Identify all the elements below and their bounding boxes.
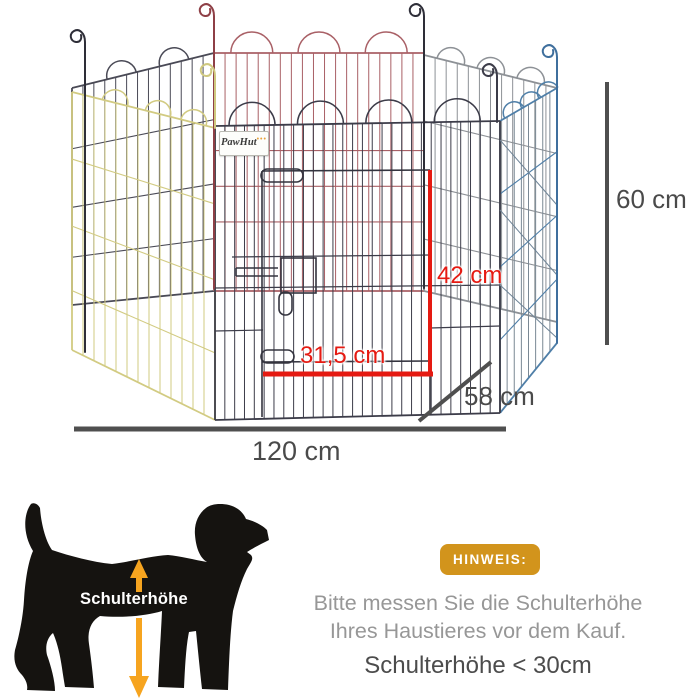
door-hardware (236, 169, 316, 363)
notice-text-block (278, 589, 678, 680)
door-slide-bolt (236, 268, 278, 276)
door-latch-loop (279, 292, 292, 315)
shoulder-height-label: Schulterhöhe (80, 590, 188, 608)
brand-logo-plate (219, 131, 269, 156)
brand-logo-text: PawHut (221, 137, 257, 149)
panel-right-blue (500, 82, 558, 413)
paw-dots-icon: ••• (256, 136, 267, 143)
notice-line-2: Ihres Haustieres vor dem Kauf. (329, 619, 627, 643)
dimension-label-door-height: 42 cm (437, 262, 503, 289)
arrow-down-icon (129, 676, 149, 698)
dimension-label-door-width: 31,5 cm (300, 342, 386, 369)
notice-line-1: Bitte messen Sie die Schulterhöhe (313, 591, 643, 615)
arrow-down-shaft (136, 618, 142, 678)
spiral-post-back-left (200, 4, 214, 288)
dimension-label-height: 60 cm (616, 184, 687, 214)
panel-back (214, 32, 424, 291)
shoulder-height-requirement: Schulterhöhe < 30cm (364, 652, 592, 679)
dimension-label-width: 120 cm (252, 436, 341, 466)
notice-badge: HINWEIS: (440, 544, 540, 575)
dimension-label-depth: 58 cm (464, 381, 535, 411)
